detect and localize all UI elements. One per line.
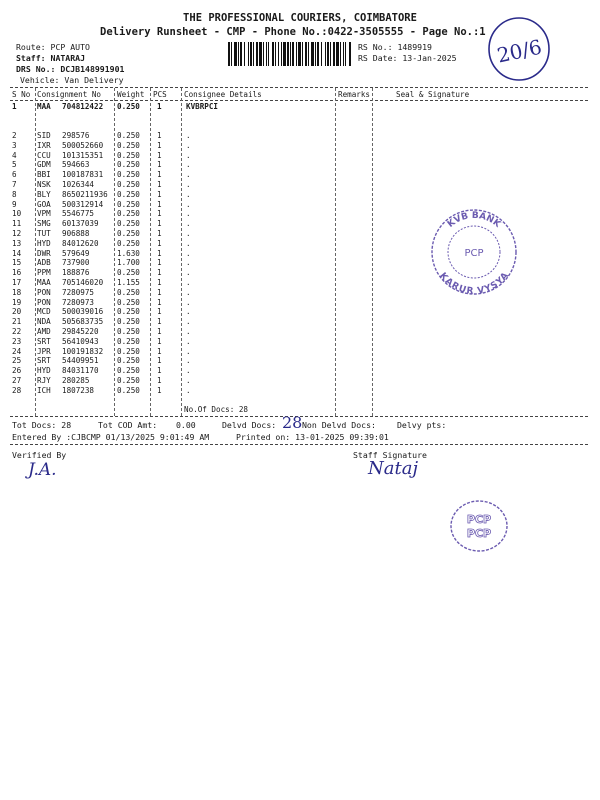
- row-weight: 0.250: [117, 238, 140, 248]
- row-sno: 7: [12, 180, 17, 189]
- row-sno: 5: [12, 160, 17, 170]
- row-consignee: .: [186, 317, 191, 327]
- col-consignment: Consignment No: [37, 90, 102, 99]
- row-branch-code: VPM: [37, 209, 51, 219]
- row-pcs: 1: [157, 219, 162, 229]
- row-sno: 23: [12, 336, 22, 346]
- vehicle-line: [20, 75, 124, 85]
- pcp-stamp-text-bottom: PCP: [466, 527, 492, 540]
- entered-by: Entered By :CJBCMP 01/13/2025 9:01:49 AM: [12, 432, 210, 442]
- row-weight: 0.250: [117, 170, 140, 180]
- row-branch-code: TUT: [37, 229, 51, 238]
- barcode: [228, 42, 352, 66]
- row-branch-code: RJY: [37, 376, 51, 385]
- printed-on: Printed on: 13-01-2025 09:39:01: [236, 432, 389, 442]
- row-sno: 12: [12, 229, 22, 238]
- row-consignee: .: [186, 346, 191, 356]
- row-consignment-number: 100191832: [62, 346, 104, 356]
- row-weight: 0.250: [117, 385, 140, 395]
- row-consignment-number: 579649: [62, 248, 90, 258]
- row-sno: 20: [12, 307, 22, 317]
- row-consignee: .: [186, 376, 191, 385]
- row-consignee: .: [186, 189, 191, 199]
- row-consignment-number: 7280975: [62, 287, 95, 297]
- row-weight: 0.250: [117, 287, 140, 297]
- stamp-top-text: KVB BANK: [445, 210, 503, 230]
- table-row: [0, 307, 600, 317]
- staff-line: [16, 53, 85, 63]
- row-pcs: 1: [157, 336, 162, 346]
- rs-no-label: RS No.:: [358, 42, 393, 52]
- row-sno: 22: [12, 327, 22, 336]
- row-consignment-number: 906888: [62, 229, 90, 238]
- row-branch-code: AMD: [37, 327, 51, 336]
- row-consignment-number: 704812422: [62, 102, 104, 111]
- table-header-rule: [10, 100, 588, 101]
- row-consignee: .: [186, 180, 191, 189]
- row-pcs: 1: [157, 287, 162, 297]
- col-remarks: Remarks: [338, 90, 371, 99]
- row-sno: 21: [12, 317, 22, 327]
- row-weight: 0.250: [117, 366, 140, 376]
- vehicle-label: Vehicle:: [20, 75, 60, 85]
- row-branch-code: SRT: [37, 356, 51, 366]
- row-pcs: 1: [157, 102, 162, 111]
- row-consignment-number: 60137039: [62, 219, 99, 229]
- handwritten-circle-annotation: [485, 14, 555, 84]
- table-row: [0, 102, 600, 112]
- table-row: [0, 298, 600, 308]
- row-weight: 0.250: [117, 336, 140, 346]
- verified-by-label: Verified By: [12, 450, 67, 460]
- row-consignment-number: 101315351: [62, 150, 104, 160]
- row-sno: 9: [12, 199, 17, 209]
- row-sno: 25: [12, 356, 22, 366]
- staff-signature: Nataj: [368, 458, 419, 479]
- row-weight: 0.250: [117, 297, 140, 307]
- rs-date-value: 13-Jan-2025: [402, 53, 457, 63]
- table-row: [0, 386, 600, 396]
- col-pcs: PCS: [153, 90, 167, 99]
- table-row: [0, 170, 600, 180]
- row-consignee: .: [186, 131, 191, 140]
- row-pcs: 1: [157, 229, 162, 238]
- row-pcs: 1: [157, 150, 162, 160]
- table-row: [0, 376, 600, 386]
- row-branch-code: PON: [37, 297, 51, 307]
- row-consignment-number: 5546775: [62, 209, 95, 219]
- row-pcs: 1: [157, 238, 162, 248]
- row-pcs: 1: [157, 209, 162, 219]
- table-row: [0, 141, 600, 151]
- row-branch-code: PPM: [37, 268, 51, 278]
- stamp-center-text: PCP: [464, 248, 484, 259]
- row-pcs: 1: [157, 278, 162, 287]
- row-pcs: 1: [157, 356, 162, 366]
- row-branch-code: NDA: [37, 317, 51, 327]
- row-sno: 1: [12, 102, 17, 111]
- row-pcs: 1: [157, 297, 162, 307]
- row-consignment-number: 500312914: [62, 199, 104, 209]
- row-weight: 0.250: [117, 317, 140, 327]
- row-weight: 0.250: [117, 189, 140, 199]
- row-pcs: 1: [157, 258, 162, 268]
- row-sno: 17: [12, 278, 22, 287]
- row-branch-code: PON: [37, 287, 51, 297]
- drs-label: DRS No.:: [16, 64, 56, 74]
- verified-signature: J.A.: [28, 460, 57, 480]
- row-pcs: 1: [157, 366, 162, 376]
- rs-no-line: [358, 42, 432, 52]
- row-sno: 6: [12, 170, 17, 180]
- row-pcs: 1: [157, 131, 162, 140]
- row-consignee: .: [186, 199, 191, 209]
- row-weight: 0.250: [117, 150, 140, 160]
- row-weight: 0.250: [117, 376, 140, 385]
- row-consignee: .: [186, 307, 191, 317]
- row-consignee: .: [186, 385, 191, 395]
- row-sno: 14: [12, 248, 22, 258]
- row-weight: 0.250: [117, 219, 140, 229]
- row-pcs: 1: [157, 160, 162, 170]
- row-weight: 0.250: [117, 102, 140, 111]
- row-consignment-number: 500039016: [62, 307, 104, 317]
- bank-round-stamp: [426, 206, 522, 296]
- row-consignee: .: [186, 327, 191, 336]
- row-consignment-number: 737900: [62, 258, 90, 268]
- row-sno: 8: [12, 189, 17, 199]
- rs-date-label: RS Date:: [358, 53, 398, 63]
- row-consignee: .: [186, 336, 191, 346]
- row-weight: 0.250: [117, 327, 140, 336]
- row-consignee: .: [186, 356, 191, 366]
- row-pcs: 1: [157, 307, 162, 317]
- table-top-rule: [10, 87, 588, 88]
- col-sno: S No: [12, 90, 31, 99]
- route-value: PCP AUTO: [50, 42, 90, 52]
- runsheet-subtitle: Delivery Runsheet - CMP - Phone No.:0422-3505555 - Page No.:1: [100, 26, 486, 38]
- row-sno: 27: [12, 376, 22, 385]
- pcp-stamp-text-top: PCP: [466, 513, 492, 526]
- tot-cod-label: Tot COD Amt:: [98, 420, 158, 430]
- row-pcs: 1: [157, 248, 162, 258]
- row-weight: 0.250: [117, 356, 140, 366]
- col-weight: Weight: [117, 90, 145, 99]
- row-weight: 0.250: [117, 229, 140, 238]
- row-consignment-number: 188876: [62, 268, 90, 278]
- no-of-docs: No.Of Docs: 28: [184, 405, 249, 414]
- row-consignment-number: 1807238: [62, 385, 95, 395]
- row-consignment-number: 29845220: [62, 327, 99, 336]
- row-pcs: 1: [157, 189, 162, 199]
- row-weight: 0.250: [117, 131, 140, 140]
- row-weight: 0.250: [117, 268, 140, 278]
- table-row: [0, 160, 600, 170]
- row-consignee: .: [186, 297, 191, 307]
- svg-text:KARUR VYSYA: [437, 271, 511, 296]
- row-consignee: KVBRPCI: [186, 102, 219, 111]
- table-row: [0, 151, 600, 161]
- row-consignment-number: 56410943: [62, 336, 99, 346]
- row-weight: 1.630: [117, 248, 140, 258]
- row-branch-code: MCD: [37, 307, 51, 317]
- tot-docs: Tot Docs: 28: [12, 420, 72, 430]
- row-consignment-number: 500052660: [62, 140, 104, 150]
- route-line: [16, 42, 90, 52]
- row-sno: 18: [12, 287, 22, 297]
- row-pcs: 1: [157, 180, 162, 189]
- row-sno: 4: [12, 150, 17, 160]
- row-weight: 1.155: [117, 278, 140, 287]
- col-seal: Seal & Signature: [396, 90, 470, 99]
- row-branch-code: BBI: [37, 170, 51, 180]
- row-pcs: 1: [157, 170, 162, 180]
- row-consignment-number: 84031170: [62, 366, 99, 376]
- row-consignment-number: 705146020: [62, 278, 104, 287]
- delvd-docs-handwritten: 28: [282, 413, 303, 432]
- circle-annotation-text: 20/6: [494, 34, 544, 68]
- row-consignment-number: 280285: [62, 376, 90, 385]
- row-branch-code: CCU: [37, 150, 51, 160]
- row-pcs: 1: [157, 199, 162, 209]
- row-consignment-number: 7280973: [62, 297, 95, 307]
- staff-label: Staff:: [16, 53, 46, 63]
- row-branch-code: MAA: [37, 102, 51, 111]
- row-weight: 0.250: [117, 307, 140, 317]
- row-branch-code: SID: [37, 131, 51, 140]
- table-row: [0, 337, 600, 347]
- table-row: [0, 180, 600, 190]
- row-consignee: .: [186, 287, 191, 297]
- pcp-stamp: [446, 496, 512, 556]
- staff-signature-label: Staff Signature: [353, 450, 427, 460]
- row-consignee: .: [186, 160, 191, 170]
- row-consignee: .: [186, 209, 191, 219]
- row-consignee: .: [186, 258, 191, 268]
- row-consignee: .: [186, 278, 191, 287]
- row-sno: 2: [12, 131, 17, 140]
- row-weight: 1.700: [117, 258, 140, 268]
- rs-date-line: [358, 53, 457, 63]
- row-branch-code: ICH: [37, 385, 51, 395]
- table-row: [0, 366, 600, 376]
- row-consignee: .: [186, 140, 191, 150]
- row-consignment-number: 505683735: [62, 317, 104, 327]
- row-sno: 19: [12, 297, 22, 307]
- row-weight: 0.250: [117, 140, 140, 150]
- row-branch-code: BLY: [37, 189, 51, 199]
- drs-line: [16, 64, 124, 74]
- drs-value: DCJB148991901: [60, 64, 125, 74]
- footer-rule: [10, 444, 588, 445]
- row-sno: 24: [12, 346, 22, 356]
- table-row: [0, 356, 600, 366]
- row-consignee: .: [186, 238, 191, 248]
- row-consignment-number: 100187831: [62, 170, 104, 180]
- row-pcs: 1: [157, 268, 162, 278]
- row-branch-code: IXR: [37, 140, 51, 150]
- row-branch-code: MAA: [37, 278, 51, 287]
- row-branch-code: GDM: [37, 160, 51, 170]
- row-pcs: 1: [157, 327, 162, 336]
- row-pcs: 1: [157, 317, 162, 327]
- row-sno: 13: [12, 238, 22, 248]
- row-consignment-number: 54409951: [62, 356, 99, 366]
- row-sno: 26: [12, 366, 22, 376]
- row-branch-code: HYD: [37, 238, 51, 248]
- row-sno: 3: [12, 140, 17, 150]
- row-branch-code: SRT: [37, 336, 51, 346]
- row-weight: 0.250: [117, 209, 140, 219]
- row-consignment-number: 1026344: [62, 180, 95, 189]
- non-delvd-docs: Non Delvd Docs:: [302, 420, 376, 430]
- route-label: Route:: [16, 42, 46, 52]
- row-consignee: .: [186, 219, 191, 229]
- table-row: [0, 190, 600, 200]
- row-pcs: 1: [157, 346, 162, 356]
- row-sno: 28: [12, 385, 22, 395]
- row-consignee: .: [186, 150, 191, 160]
- row-weight: 0.250: [117, 160, 140, 170]
- row-pcs: 1: [157, 385, 162, 395]
- tot-cod-amount: 0.00: [176, 420, 196, 430]
- row-branch-code: HYD: [37, 366, 51, 376]
- vehicle-value: Van Delivery: [64, 75, 124, 85]
- row-consignment-number: 8650211936: [62, 189, 108, 199]
- row-branch-code: JPR: [37, 346, 51, 356]
- company-title: THE PROFESSIONAL COURIERS, COIMBATORE: [183, 12, 417, 24]
- row-consignee: .: [186, 268, 191, 278]
- row-consignee: .: [186, 229, 191, 238]
- row-branch-code: NSK: [37, 180, 51, 189]
- table-row: [0, 347, 600, 357]
- delvy-pts: Delvy pts:: [397, 420, 447, 430]
- row-branch-code: ADB: [37, 258, 51, 268]
- row-sno: 11: [12, 219, 22, 229]
- stamp-bottom-text: KARUR VYSYA: [437, 271, 511, 296]
- table-row: [0, 131, 600, 141]
- row-pcs: 1: [157, 376, 162, 385]
- delvd-docs-label: Delvd Docs:: [222, 420, 277, 430]
- row-consignee: .: [186, 366, 191, 376]
- staff-value: NATARAJ: [50, 53, 86, 63]
- row-branch-code: SMG: [37, 219, 51, 229]
- row-sno: 16: [12, 268, 22, 278]
- row-consignment-number: 84012620: [62, 238, 99, 248]
- row-sno: 15: [12, 258, 22, 268]
- row-weight: 0.250: [117, 346, 140, 356]
- row-consignment-number: 594663: [62, 160, 90, 170]
- row-consignee: .: [186, 170, 191, 180]
- col-consignee: Consignee Details: [184, 90, 262, 99]
- row-pcs: 1: [157, 140, 162, 150]
- row-consignee: .: [186, 248, 191, 258]
- row-branch-code: DWR: [37, 248, 51, 258]
- row-weight: 0.250: [117, 199, 140, 209]
- table-row: [0, 327, 600, 337]
- row-sno: 10: [12, 209, 22, 219]
- row-consignment-number: 298576: [62, 131, 90, 140]
- svg-text:KVB BANK: [446, 211, 503, 231]
- row-branch-code: GOA: [37, 199, 51, 209]
- rs-no-value: 1489919: [397, 42, 432, 52]
- table-row: [0, 317, 600, 327]
- row-weight: 0.250: [117, 180, 140, 189]
